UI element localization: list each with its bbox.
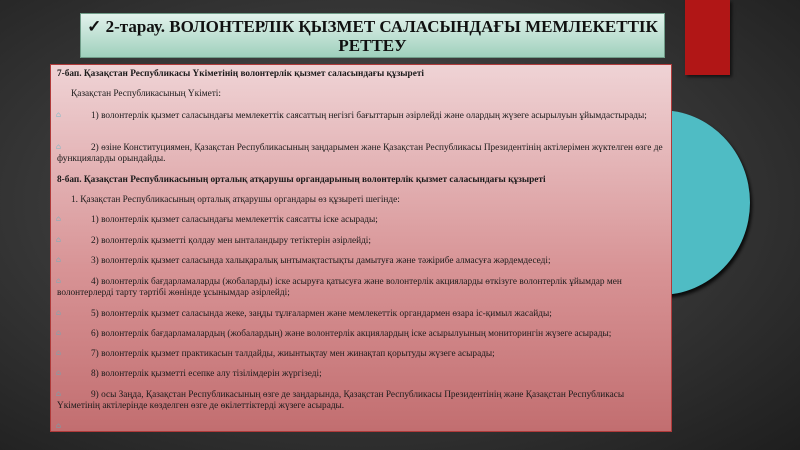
bullet-icon: ⌂ bbox=[56, 308, 61, 317]
list-item: ⌂ 1) волонтерлік қызмет саласындағы мемлекеттік саясаттың негізгі бағыттарын әзірлейді және олардың жүзеге асырылуын ұйымдастырады; bbox=[56, 110, 647, 121]
bullet-icon: ⌂ bbox=[56, 276, 61, 285]
bullet-icon: ⌂ bbox=[56, 255, 61, 264]
list-item: ⌂ 2) волонтерлік қызметті қолдау мен ынталандыру тетіктерін әзірлейді; bbox=[56, 235, 371, 246]
list-item: ⌂ 4) волонтерлік бағдарламаларды (жобаларды) іске асыруға қатысуға және волонтерлік акцияларды өткізуге волонтерлік ұйымдар мен волонтерлерді тарту тәртібі жөнінде ұсынымдар әзірлейді; bbox=[56, 276, 622, 298]
bullet-icon: ⌂ bbox=[56, 348, 61, 357]
bullet-icon: ⌂ bbox=[56, 328, 61, 337]
bullet-icon: ⌂ bbox=[56, 142, 61, 151]
bullet-icon: ⌂ bbox=[56, 421, 61, 430]
checkmark-icon: ✓ bbox=[87, 17, 102, 36]
list-item: ⌂ 1) волонтерлік қызмет саласындағы мемлекеттік саясатты іске асырады; bbox=[56, 214, 378, 225]
article-7-heading: 7-бап. Қазақстан Республикасы Үкіметінің волонтерлік қызмет саласындағы құзыреті bbox=[57, 69, 425, 79]
title-text: 2-тарау. ВОЛОНТЕРЛІК ҚЫЗМЕТ САЛАСЫНДАҒЫ МЕМЛЕКЕТТІК РЕТТЕУ bbox=[105, 17, 658, 55]
list-item: ⌂ 3) волонтерлік қызмет саласында халықаралық ынтымақтастықты дамытуға және тәжірибе алмасуға жәрдемдеседі; bbox=[56, 255, 551, 266]
list-item: ⌂ 8) волонтерлік қызметті есепке алу тізілімдерін жүргізеді; bbox=[56, 368, 322, 379]
list-item: ⌂ 7) волонтерлік қызмет практикасын талдайды, жиынтықтау мен жинақтап қорытуды жүзеге асырады; bbox=[56, 348, 495, 359]
list-item: ⌂ 5) волонтерлік қызмет саласында жеке, заңды тұлғалармен және мемлекеттік органдармен өзара іс-қимыл жасайды; bbox=[56, 308, 552, 319]
list-item: ⌂ 6) волонтерлік бағдарламалардың (жобалардың) және волонтерлік акциялардың іске асырылуының мониторингін жүзеге асырады; bbox=[56, 328, 612, 339]
article-7-intro: Қазақстан Республикасының Үкіметі: bbox=[71, 89, 221, 99]
red-accent-bar bbox=[685, 0, 730, 75]
list-item: ⌂ 9) осы Заңда, Қазақстан Республикасының өзге де заңдарында, Қазақстан Республикасы Президентінің және Қазақстан Республикасы Үкіметінің актілерінде көзделген өзге де өкілеттіктерді жүзеге асырады. bbox=[56, 389, 625, 411]
bullet-icon: ⌂ bbox=[56, 110, 61, 119]
content-box bbox=[50, 64, 672, 432]
bullet-icon: ⌂ bbox=[56, 389, 61, 398]
bullet-icon: ⌂ bbox=[56, 368, 61, 377]
slide-title bbox=[80, 13, 665, 58]
article-8-intro: 1. Қазақстан Республикасының орталық атқарушы органдары өз құзыреті шегінде: bbox=[71, 195, 400, 205]
bullet-icon: ⌂ bbox=[56, 214, 61, 223]
list-item: ⌂ 2) өзіне Конституциямен, Қазақстан Республикасының заңдарымен және Қазақстан Республикасы Президентінің актілерімен жүктелген өзге де функцияларды орындайды. bbox=[56, 142, 663, 164]
article-8-heading: 8-бап. Қазақстан Республикасының орталық атқарушы органдарының волонтерлік қызмет саласындағы құзыреті bbox=[57, 175, 546, 185]
bullet-icon: ⌂ bbox=[56, 235, 61, 244]
